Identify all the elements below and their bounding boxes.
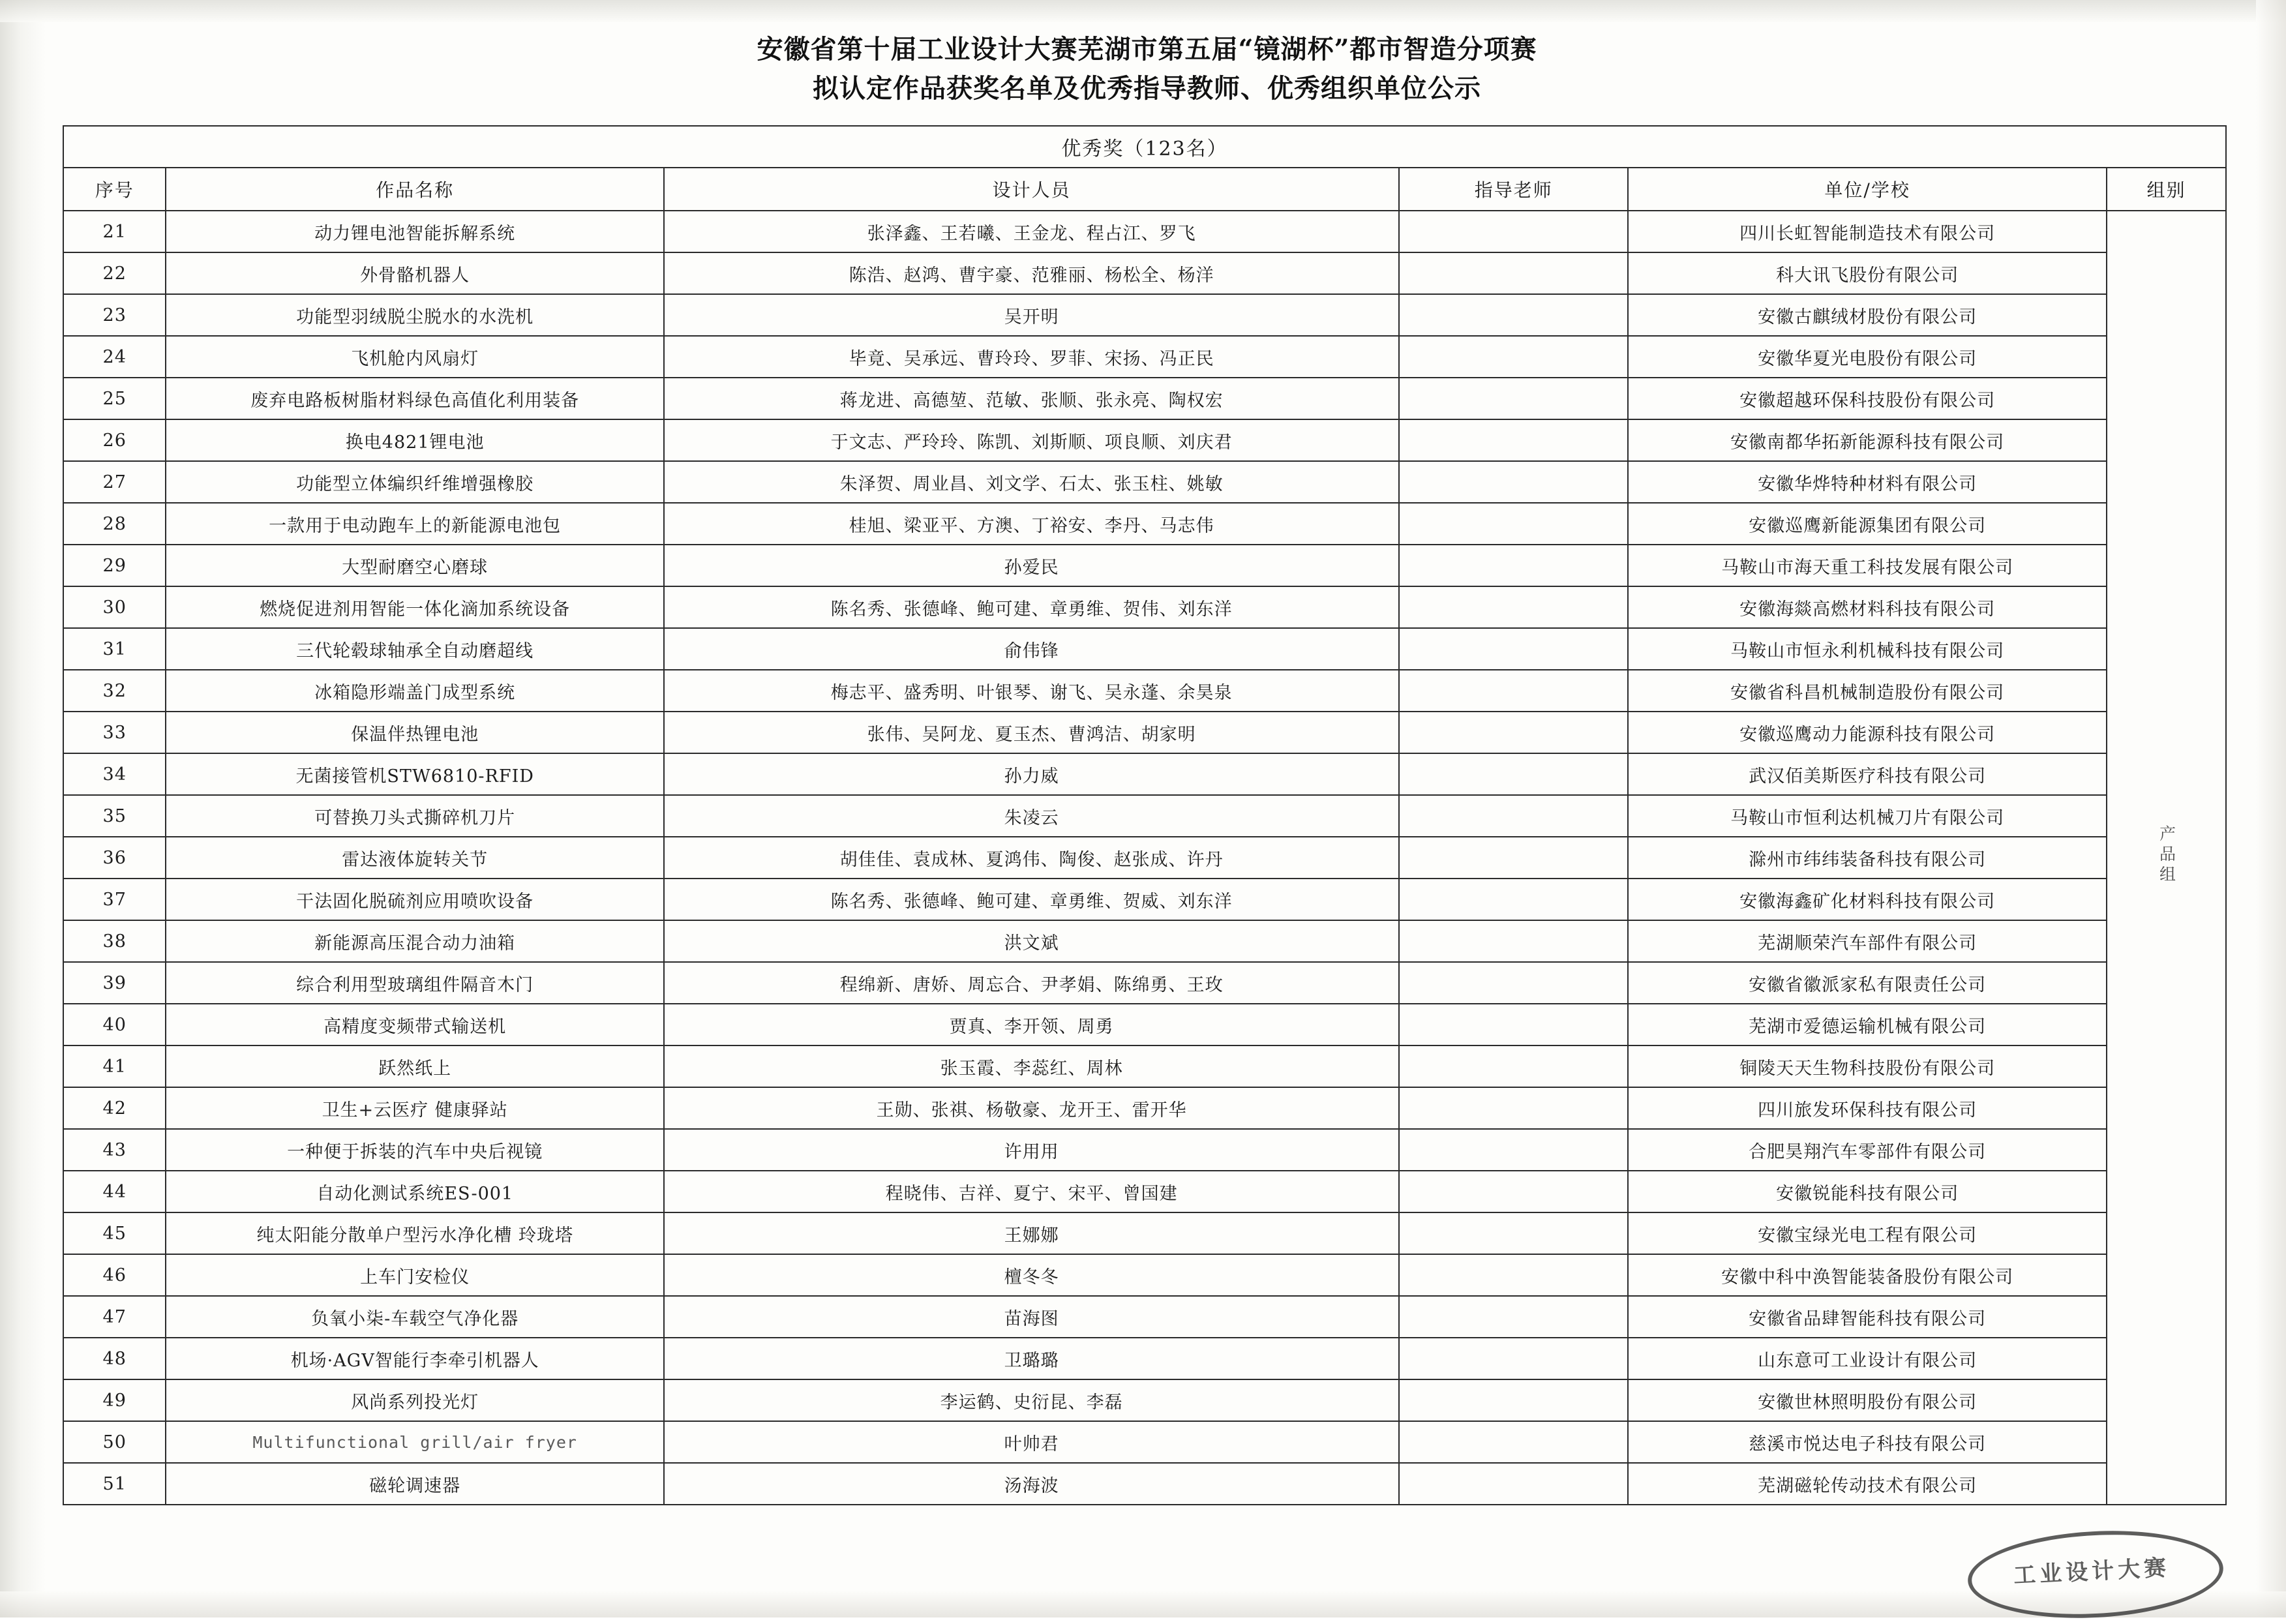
cell-num: 44 (63, 1171, 166, 1212)
cell-num: 39 (63, 962, 166, 1004)
table-row (63, 586, 2226, 628)
cell-teacher (1399, 1045, 1628, 1087)
cell-teacher (1399, 586, 1628, 628)
cell-people: 王勋、张祺、杨敬豪、龙开王、雷开华 (664, 1087, 1399, 1129)
cell-org: 安徽巡鹰动力能源科技有限公司 (1628, 712, 2107, 753)
table-row (63, 336, 2226, 378)
cell-num: 23 (63, 294, 166, 336)
cell-work: 一款用于电动跑车上的新能源电池包 (166, 503, 664, 545)
cell-people: 俞伟锋 (664, 628, 1399, 670)
cell-org: 滁州市纬纬装备科技有限公司 (1628, 837, 2107, 879)
cell-work: 无菌接管机STW6810-RFID (166, 753, 664, 795)
cell-work: 风尚系列投光灯 (166, 1379, 664, 1421)
scan-edge-left (0, 0, 46, 1617)
cell-people: 李运鹤、史衍昆、李磊 (664, 1379, 1399, 1421)
cell-work: 纯太阳能分散单户型污水净化槽 玲珑塔 (166, 1212, 664, 1254)
group-label: 产品组 (2157, 825, 2176, 886)
table-row (63, 1212, 2226, 1254)
cell-org: 安徽海燚高燃材料科技有限公司 (1628, 586, 2107, 628)
table-row (63, 837, 2226, 879)
cell-people: 陈浩、赵鸿、曹宇豪、范雅丽、杨松全、杨洋 (664, 252, 1399, 294)
table-row (63, 1421, 2226, 1463)
cell-org: 四川长虹智能制造技术有限公司 (1628, 211, 2107, 252)
cell-num: 22 (63, 252, 166, 294)
table-row (63, 670, 2226, 712)
cell-people: 王娜娜 (664, 1212, 1399, 1254)
cell-num: 32 (63, 670, 166, 712)
cell-num: 27 (63, 461, 166, 503)
cell-work: 机场·AGV智能行李牵引机器人 (166, 1338, 664, 1379)
cell-people: 毕竟、吴承远、曹玲玲、罗菲、宋扬、冯正民 (664, 336, 1399, 378)
cell-work: 新能源高压混合动力油箱 (166, 920, 664, 962)
table-row (63, 1254, 2226, 1296)
cell-num: 43 (63, 1129, 166, 1171)
cell-num: 47 (63, 1296, 166, 1338)
cell-teacher (1399, 1212, 1628, 1254)
cell-teacher (1399, 1379, 1628, 1421)
cell-people: 檀冬冬 (664, 1254, 1399, 1296)
cell-work: 上车门安检仪 (166, 1254, 664, 1296)
cell-people: 孙力威 (664, 753, 1399, 795)
cell-teacher (1399, 628, 1628, 670)
cell-org: 安徽世林照明股份有限公司 (1628, 1379, 2107, 1421)
cell-work: 一种便于拆装的汽车中央后视镜 (166, 1129, 664, 1171)
cell-work: 大型耐磨空心磨球 (166, 545, 664, 586)
table-row (63, 1463, 2226, 1505)
cell-people: 吴开明 (664, 294, 1399, 336)
column-header-work: 作品名称 (166, 168, 664, 211)
table-row (63, 879, 2226, 920)
table-row (63, 1087, 2226, 1129)
cell-org: 芜湖市爱德运输机械有限公司 (1628, 1004, 2107, 1045)
cell-teacher (1399, 211, 1628, 252)
cell-num: 50 (63, 1421, 166, 1463)
cell-teacher (1399, 294, 1628, 336)
cell-num: 49 (63, 1379, 166, 1421)
cell-teacher (1399, 1087, 1628, 1129)
page-title-line1: 安徽省第十届工业设计大赛芜湖市第五届“镜湖杯”都市智造分项赛 (757, 34, 1537, 65)
cell-people: 张伟、吴阿龙、夏玉杰、曹鸿洁、胡家明 (664, 712, 1399, 753)
cell-work (166, 1421, 664, 1463)
cell-work: 跃然纸上 (166, 1045, 664, 1087)
table-row (63, 252, 2226, 294)
cell-num: 45 (63, 1212, 166, 1254)
cell-teacher (1399, 1254, 1628, 1296)
award-band-label: 优秀奖（123名） (63, 126, 2226, 168)
official-stamp (1968, 1531, 2216, 1610)
cell-org: 安徽巡鹰新能源集团有限公司 (1628, 503, 2107, 545)
cell-num: 30 (63, 586, 166, 628)
cell-org: 四川旅发环保科技有限公司 (1628, 1087, 2107, 1129)
cell-org: 安徽华夏光电股份有限公司 (1628, 336, 2107, 378)
cell-people: 孙爱民 (664, 545, 1399, 586)
table-row (63, 1296, 2226, 1338)
cell-work: 自动化测试系统ES-001 (166, 1171, 664, 1212)
table-row (63, 753, 2226, 795)
cell-teacher (1399, 670, 1628, 712)
cell-people: 桂旭、梁亚平、方澳、丁裕安、李丹、马志伟 (664, 503, 1399, 545)
cell-teacher (1399, 1129, 1628, 1171)
table-row (63, 294, 2226, 336)
cell-work: 高精度变频带式输送机 (166, 1004, 664, 1045)
cell-num: 40 (63, 1004, 166, 1045)
cell-people: 贾真、李开领、周勇 (664, 1004, 1399, 1045)
table-row (63, 628, 2226, 670)
cell-org: 安徽古麒绒材股份有限公司 (1628, 294, 2107, 336)
cell-org: 安徽中科中涣智能装备股份有限公司 (1628, 1254, 2107, 1296)
cell-group (2107, 211, 2226, 1505)
cell-num: 37 (63, 879, 166, 920)
cell-teacher (1399, 1171, 1628, 1212)
cell-teacher (1399, 1296, 1628, 1338)
cell-people: 胡佳佳、袁成林、夏鸿伟、陶俊、赵张成、许丹 (664, 837, 1399, 879)
cell-work: 三代轮毂球轴承全自动磨超线 (166, 628, 664, 670)
cell-people: 朱泽贺、周业昌、刘文学、石太、张玉柱、姚敏 (664, 461, 1399, 503)
cell-work: 卫生+云医疗 健康驿站 (166, 1087, 664, 1129)
cell-num: 36 (63, 837, 166, 879)
table-row (63, 503, 2226, 545)
table-row (63, 211, 2226, 252)
cell-work: 磁轮调速器 (166, 1463, 664, 1505)
cell-people: 洪文斌 (664, 920, 1399, 962)
cell-work: 外骨骼机器人 (166, 252, 664, 294)
cell-num: 33 (63, 712, 166, 753)
cell-org: 慈溪市悦达电子科技有限公司 (1628, 1421, 2107, 1463)
cell-num: 31 (63, 628, 166, 670)
cell-teacher (1399, 837, 1628, 879)
table-row (63, 461, 2226, 503)
cell-work: 动力锂电池智能拆解系统 (166, 211, 664, 252)
cell-org: 铜陵天天生物科技股份有限公司 (1628, 1045, 2107, 1087)
cell-people: 蒋龙进、高德堃、范敏、张顺、张永亮、陶权宏 (664, 378, 1399, 419)
cell-teacher (1399, 1338, 1628, 1379)
cell-org: 武汉佰美斯医疗科技有限公司 (1628, 753, 2107, 795)
cell-num: 24 (63, 336, 166, 378)
cell-org: 安徽锐能科技有限公司 (1628, 1171, 2107, 1212)
cell-teacher (1399, 461, 1628, 503)
cell-teacher (1399, 1004, 1628, 1045)
cell-num: 51 (63, 1463, 166, 1505)
table-row (63, 419, 2226, 461)
cell-people: 陈名秀、张德峰、鲍可建、章勇维、贺威、刘东洋 (664, 879, 1399, 920)
cell-org: 马鞍山市恒永利机械科技有限公司 (1628, 628, 2107, 670)
column-header-org: 单位/学校 (1628, 168, 2107, 211)
cell-num: 38 (63, 920, 166, 962)
column-header-people: 设计人员 (664, 168, 1399, 211)
cell-work: 可替换刀头式撕碎机刀片 (166, 795, 664, 837)
table-row (63, 1129, 2226, 1171)
table-header-row (63, 168, 2226, 211)
cell-teacher (1399, 1421, 1628, 1463)
table-row (63, 1004, 2226, 1045)
table-row (63, 795, 2226, 837)
cell-org: 安徽省科昌机械制造股份有限公司 (1628, 670, 2107, 712)
table-row (63, 1171, 2226, 1212)
scan-edge-top (0, 0, 2286, 22)
scan-edge-right (2256, 0, 2286, 1617)
cell-work: 换电4821锂电池 (166, 419, 664, 461)
cell-teacher (1399, 419, 1628, 461)
cell-work: 功能型羽绒脱尘脱水的水洗机 (166, 294, 664, 336)
cell-num: 21 (63, 211, 166, 252)
award-band-row (63, 126, 2226, 168)
latin-text: Multifunctional grill/air fryer (252, 1432, 577, 1452)
award-table (63, 125, 2227, 1505)
stamp-text: 工业设计大赛 (2013, 1554, 2171, 1589)
cell-teacher (1399, 1463, 1628, 1505)
table-row (63, 920, 2226, 962)
cell-teacher (1399, 962, 1628, 1004)
cell-work: 冰箱隐形端盖门成型系统 (166, 670, 664, 712)
table-row (63, 1379, 2226, 1421)
cell-teacher (1399, 378, 1628, 419)
column-header-num: 序号 (63, 168, 166, 211)
cell-work: 废弃电路板树脂材料绿色高值化利用装备 (166, 378, 664, 419)
cell-people: 于文志、严玲玲、陈凯、刘斯顺、项良顺、刘庆君 (664, 419, 1399, 461)
column-header-group: 组别 (2107, 168, 2226, 211)
cell-work: 飞机舱内风扇灯 (166, 336, 664, 378)
cell-people: 朱凌云 (664, 795, 1399, 837)
table-row (63, 962, 2226, 1004)
cell-people: 许用用 (664, 1129, 1399, 1171)
cell-teacher (1399, 879, 1628, 920)
cell-work: 综合利用型玻璃组件隔音木门 (166, 962, 664, 1004)
cell-work: 燃烧促进剂用智能一体化滴加系统设备 (166, 586, 664, 628)
cell-org: 安徽华烨特种材料有限公司 (1628, 461, 2107, 503)
cell-num: 29 (63, 545, 166, 586)
table-row (63, 378, 2226, 419)
cell-teacher (1399, 795, 1628, 837)
cell-org: 安徽宝绿光电工程有限公司 (1628, 1212, 2107, 1254)
cell-work: 保温伴热锂电池 (166, 712, 664, 753)
cell-org: 安徽海鑫矿化材料科技有限公司 (1628, 879, 2107, 920)
cell-org: 芜湖顺荣汽车部件有限公司 (1628, 920, 2107, 962)
cell-org: 安徽超越环保科技股份有限公司 (1628, 378, 2107, 419)
cell-people: 陈名秀、张德峰、鲍可建、章勇维、贺伟、刘东洋 (664, 586, 1399, 628)
document-content (63, 30, 2231, 1505)
cell-num: 25 (63, 378, 166, 419)
cell-teacher (1399, 336, 1628, 378)
cell-work: 功能型立体编织纤维增强橡胶 (166, 461, 664, 503)
cell-people: 程绵新、唐娇、周忘合、尹孝娟、陈绵勇、王玫 (664, 962, 1399, 1004)
cell-work: 干法固化脱硫剂应用喷吹设备 (166, 879, 664, 920)
cell-num: 28 (63, 503, 166, 545)
table-row (63, 545, 2226, 586)
cell-org: 芜湖磁轮传动技术有限公司 (1628, 1463, 2107, 1505)
cell-org: 山东意可工业设计有限公司 (1628, 1338, 2107, 1379)
cell-num: 46 (63, 1254, 166, 1296)
table-row (63, 1338, 2226, 1379)
scan-edge-bottom (0, 1591, 2286, 1617)
cell-org: 科大讯飞股份有限公司 (1628, 252, 2107, 294)
cell-people: 卫璐璐 (664, 1338, 1399, 1379)
cell-teacher (1399, 252, 1628, 294)
cell-org: 马鞍山市恒利达机械刀片有限公司 (1628, 795, 2107, 837)
page-title (63, 30, 2231, 108)
cell-people: 汤海波 (664, 1463, 1399, 1505)
cell-teacher (1399, 503, 1628, 545)
cell-num: 26 (63, 419, 166, 461)
cell-work: 负氧小柒-车载空气净化器 (166, 1296, 664, 1338)
cell-org: 合肥昊翔汽车零部件有限公司 (1628, 1129, 2107, 1171)
cell-num: 35 (63, 795, 166, 837)
cell-num: 42 (63, 1087, 166, 1129)
cell-num: 48 (63, 1338, 166, 1379)
table-row (63, 712, 2226, 753)
cell-people: 梅志平、盛秀明、叶银琴、谢飞、吴永蓬、余昊泉 (664, 670, 1399, 712)
cell-num: 41 (63, 1045, 166, 1087)
cell-org: 马鞍山市海天重工科技发展有限公司 (1628, 545, 2107, 586)
cell-teacher (1399, 545, 1628, 586)
cell-work: 雷达液体旋转关节 (166, 837, 664, 879)
cell-people: 张玉霞、李蕊红、周林 (664, 1045, 1399, 1087)
column-header-teacher: 指导老师 (1399, 168, 1628, 211)
cell-teacher (1399, 920, 1628, 962)
cell-teacher (1399, 712, 1628, 753)
cell-people: 程晓伟、吉祥、夏宁、宋平、曾国建 (664, 1171, 1399, 1212)
cell-org: 安徽省品肆智能科技有限公司 (1628, 1296, 2107, 1338)
cell-people: 叶帅君 (664, 1421, 1399, 1463)
page-title-line2: 拟认定作品获奖名单及优秀指导教师、优秀组织单位公示 (813, 73, 1481, 104)
table-row (63, 1045, 2226, 1087)
cell-num: 34 (63, 753, 166, 795)
cell-org: 安徽南都华拓新能源科技有限公司 (1628, 419, 2107, 461)
cell-people: 苗海图 (664, 1296, 1399, 1338)
cell-org: 安徽省徽派家私有限责任公司 (1628, 962, 2107, 1004)
cell-teacher (1399, 753, 1628, 795)
cell-people: 张泽鑫、王若曦、王金龙、程占江、罗飞 (664, 211, 1399, 252)
